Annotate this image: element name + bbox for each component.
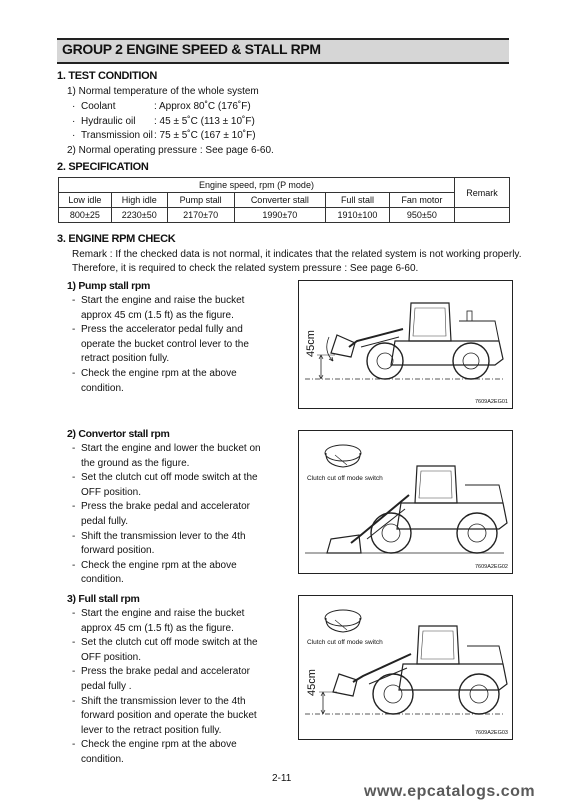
wheel-loader-raised-illustration [299, 281, 512, 408]
section-test-condition-heading: 1. TEST CONDITION [57, 70, 158, 82]
step-text: lever to the retract position fully. [81, 724, 222, 736]
step-text: Set the clutch cut off mode switch at the [81, 637, 258, 649]
section-rpm-check-heading: 3. ENGINE RPM CHECK [57, 233, 176, 245]
wheel-loader-lowered-illustration [299, 431, 512, 573]
step-text: the ground as the figure. [81, 457, 190, 469]
col-pump-stall: Pump stall [167, 193, 234, 208]
step-text: Start the engine and raise the bucket [81, 608, 245, 619]
step-text: approx 45 cm (1.5 ft) as the figure. [81, 622, 234, 634]
val-remark [455, 208, 510, 223]
clutch-switch-label: Clutch cut off mode switch [307, 475, 383, 482]
page-number: 2-11 [272, 773, 292, 784]
step-text: OFF position. [81, 486, 142, 498]
col-high-idle: High idle [111, 193, 167, 208]
col-full-stall: Full stall [326, 193, 390, 208]
remark-line-2: Therefore, it is required to check the related system pressure : See page 6-60. [72, 263, 419, 274]
col-fan-motor: Fan motor [389, 193, 454, 208]
full-stall-steps: - Start the engine and raise the bucket approx 45 cm (1.5 ft) as the figure. - Set the clutch cut off mode switch at the OFF position. - Press the brake pedal and accelerator pedal fully . - Shift the transmission lever to the 4th forward position and operate the bucket lever to the retract position fully. - Check the engine rpm at the above condition. [72, 607, 277, 768]
figure-code: 7609A2EG03 [474, 730, 508, 736]
step-text: Set the clutch cut off mode switch at the [81, 472, 258, 484]
pump-stall-heading: 1) Pump stall rpm [67, 280, 151, 292]
step-text: approx 45 cm (1.5 ft) as the figure. [81, 309, 234, 321]
specification-table [58, 177, 510, 223]
figure-convertor-stall [298, 430, 513, 574]
dimension-label: 45cm [305, 330, 317, 357]
remark-header: Remark [455, 178, 510, 208]
test-condition-bullet: · [72, 101, 76, 112]
step-text: Shift the transmission lever to the 4th [81, 530, 246, 542]
col-low-idle: Low idle [59, 193, 112, 208]
test-condition-item-1: 1) Normal temperature of the whole system [67, 86, 259, 97]
engine-speed-header: Engine speed, rpm (P mode) [59, 178, 455, 193]
step-text: pedal fully. [81, 515, 129, 527]
step-text: forward position and operate the bucket [81, 710, 257, 722]
step-text: Check the engine rpm at the above [81, 559, 237, 571]
hydraulic-oil-value: : 45 ± 5˚C (113 ± 10˚F) [154, 116, 255, 127]
step-text: OFF position. [81, 651, 142, 663]
page-title: GROUP 2 ENGINE SPEED & STALL RPM [62, 41, 321, 57]
figure-code: 7609A2EG01 [474, 399, 508, 405]
val-high-idle: 2230±50 [111, 208, 167, 223]
full-stall-heading: 3) Full stall rpm [67, 593, 140, 605]
figure-full-stall [298, 595, 513, 740]
step-text: operate the bucket control lever to the [81, 338, 249, 350]
step-text: condition. [81, 382, 124, 394]
val-low-idle: 800±25 [59, 208, 112, 223]
convertor-stall-heading: 2) Convertor stall rpm [67, 428, 170, 440]
col-converter-stall: Converter stall [234, 193, 326, 208]
dimension-label: 45cm [306, 669, 318, 696]
step-text: pedal fully . [81, 680, 132, 692]
step-text: Start the engine and lower the bucket on [81, 443, 261, 454]
coolant-value: : Approx 80˚C (176˚F) [154, 101, 251, 112]
test-condition-item-2: 2) Normal operating pressure : See page 6-60. [67, 145, 274, 156]
val-converter-stall: 1990±70 [234, 208, 326, 223]
val-full-stall: 1910±100 [326, 208, 390, 223]
figure-code: 7609A2EG02 [474, 564, 508, 570]
step-text: condition. [81, 574, 124, 586]
step-text: retract position fully. [81, 353, 170, 365]
step-text: condition. [81, 753, 124, 765]
step-text: Check the engine rpm at the above [81, 739, 237, 751]
coolant-label: Coolant [81, 101, 116, 112]
val-fan-motor: 950±50 [389, 208, 454, 223]
hydraulic-oil-label: Hydraulic oil [81, 116, 136, 127]
transmission-oil-value: : 75 ± 5˚C (167 ± 10˚F) [154, 130, 256, 141]
step-text: Shift the transmission lever to the 4th [81, 695, 246, 707]
clutch-switch-label: Clutch cut off mode switch [307, 639, 383, 646]
step-text: Press the accelerator pedal fully and [81, 324, 243, 336]
step-text: Check the engine rpm at the above [81, 367, 237, 379]
step-text: Press the brake pedal and accelerator [81, 501, 250, 513]
pump-stall-steps: - Start the engine and raise the bucket approx 45 cm (1.5 ft) as the figure. - Press the accelerator pedal fully and operate the bucket control lever to the retract position fully. - Check the engine rpm at the above condition. [72, 294, 277, 396]
remark-line-1: Remark : If the checked data is not normal, it indicates that the related system is not working properly. [72, 249, 522, 260]
convertor-stall-steps: - Start the engine and lower the bucket on the ground as the figure. - Set the clutch cut off mode switch at the OFF position. - Press the brake pedal and accelerator pedal fully. - Shift the transmission lever to the 4th forward position. - Check the engine rpm at the above condition. [72, 442, 277, 588]
test-condition-bullet: · [72, 116, 76, 127]
section-specification-heading: 2. SPECIFICATION [57, 161, 149, 173]
wheel-loader-full-stall-illustration [299, 596, 512, 739]
watermark: www.epcatalogs.com [364, 783, 536, 800]
test-condition-bullet: · [72, 130, 76, 141]
transmission-oil-label: Transmission oil [81, 130, 153, 141]
step-text: Press the brake pedal and accelerator [81, 666, 250, 678]
step-text: forward position. [81, 545, 155, 557]
val-pump-stall: 2170±70 [167, 208, 234, 223]
figure-pump-stall [298, 280, 513, 409]
step-text: Start the engine and raise the bucket [81, 295, 245, 306]
